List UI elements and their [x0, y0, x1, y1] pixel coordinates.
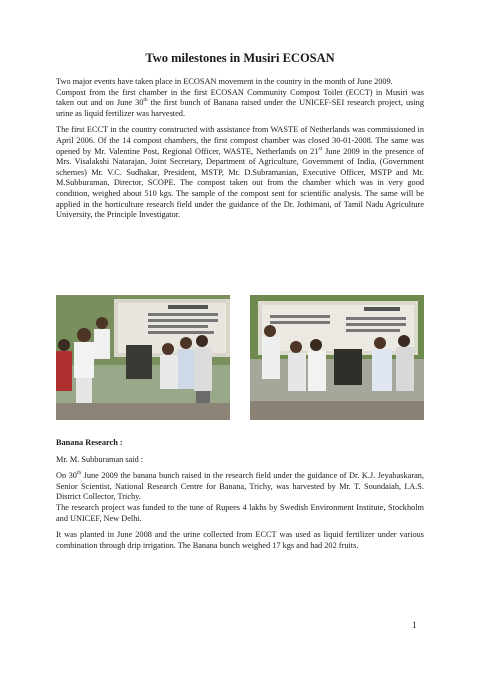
- banana-research-section: [56, 438, 424, 551]
- intro-section: [56, 77, 424, 221]
- ceremony-photo-1: [56, 295, 230, 420]
- ceremony-photo-2: [250, 295, 424, 420]
- speaker-line: Mr. M. Subburaman said :: [56, 454, 144, 464]
- banana-research-heading: Banana Research :: [56, 438, 123, 447]
- compost-harvest-paragraph: Compost from the first chamber in the first ECOSAN Community Compost Toilet (ECCT) in Musiri was taken out and on June 30th the first bunch of Banana raised under the UNICEF-SEI research project, using urine as liquid fertilizer was harvested.: [56, 87, 424, 118]
- harvest-paragraph: On 30th June 2009 the banana bunch raised in the research field under the guidance of Dr. K.J. Jeyabaskaran, Senior Scientist, National Research Centre for Banana, Trichy, was harvested by Mr. T. Soundaiah, I.A.S. District Collector, Trichy.: [56, 470, 424, 502]
- ceremony-photo-2-image: [250, 295, 424, 420]
- page-number: 1: [412, 620, 417, 630]
- intro-paragraph: Two major events have taken place in ECOSAN movement in the country in the month of June 2009.: [56, 77, 393, 86]
- ecct-paragraph: The first ECCT in the country constructed with assistance from WASTE of Netherlands was commissioned in April 2006. Of the 14 compost chambers, the first compost chamber was closed 30-01-2008. The same was opened by Mr. Valentine Post, Regional Officer, WASTE, Netherlands on 21st June 2009 in the presence of Mrs. Visalakshi Natarajan, Joint Secretary, Department of Agriculture, Government of India, (Government schemes) Mr. V.C. Sudhakar, President, MSTP, Mr. D.Subramanian, Executive Officer, MSTP and Mr. M.Subburaman, Director, SCOPE. The compost taken out from the chamber which was in very good condition, weighed about 510 kgs. The sample of the compost sent for scientific analysis. The same will be applied in the horticulture research field under the guidance of the Dr. Jothimani, of Tamil Nadu Agriculture University, the Principle Investigator.: [56, 125, 424, 220]
- funding-paragraph: The research project was funded to the tune of Rupees 4 lakhs by Swedish Environment Institute, Stockholm and UNICEF, New Delhi.: [56, 502, 424, 523]
- planting-paragraph: It was planted in June 2008 and the urine collected from ECCT was used as liquid fertilizer under various combination through drip irrigation. The Banana bunch weighed 17 kgs and had 202 fruits.: [56, 530, 424, 550]
- ceremony-photo-1-image: [56, 295, 230, 420]
- page-title: Two milestones in Musiri ECOSAN: [145, 51, 335, 65]
